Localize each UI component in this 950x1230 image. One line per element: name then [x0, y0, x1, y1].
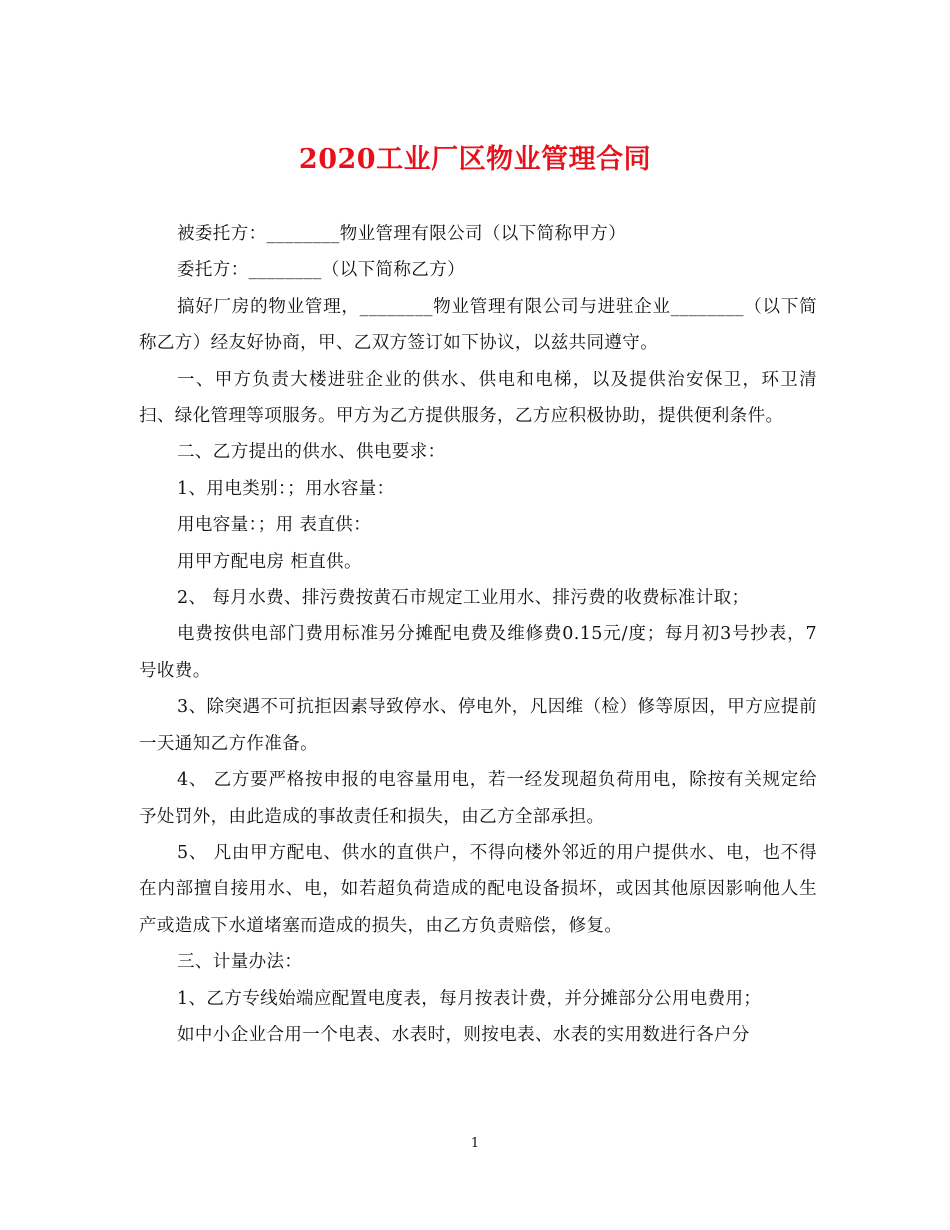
paragraph: 电费按供电部门费用标准另分摊配电费及维修费0.15元/度；每月初3号抄表，7号收费。 — [139, 624, 817, 681]
paragraph: 用甲方配电房 柜直供。 — [177, 551, 362, 572]
paragraph: 4、 乙方要严格按申报的电容量用电，若一经发现超负荷用电，除按有关规定给予处罚外，由此造成的事故责任和损失，由乙方全部承担。 — [139, 770, 817, 827]
paragraph: 二、乙方提出的供水、供电要求： — [177, 442, 446, 463]
document-title: 2020工业厂区物业管理合同 — [298, 144, 652, 175]
paragraph: 1、乙方专线始端应配置电度表，每月按表计费，并分摊部分公用电费用； — [177, 988, 762, 1009]
paragraph: 用电容量：；用 表直供： — [177, 515, 372, 536]
paragraph: 3、除突遇不可抗拒因素导致停水、停电外，凡因维（检）修等原因，甲方应提前一天通知乙方作准备。 — [139, 697, 817, 754]
paragraph: 如中小企业合用一个电表、水表时，则按电表、水表的实用数进行各户分 — [177, 1024, 750, 1045]
paragraph: 被委托方：________物业管理有限公司（以下简称甲方） — [177, 224, 627, 244]
paragraph: 委托方：________（以下简称乙方） — [177, 260, 465, 281]
paragraph: 2、 每月水费、排污费按黄石市规定工业用水、排污费的收费标准计取； — [177, 588, 750, 609]
paragraph: 1、用电类别：；用水容量： — [177, 478, 395, 499]
paragraph: 三、计量办法： — [177, 952, 303, 973]
paragraph: 5、 凡由甲方配电、供水的直供户，不得向楼外邻近的用户提供水、电，也不得在内部擅自接用水、电，如若超负荷造成的配电设备损坏，或因其他原因影响他人生产或造成下水道堵塞而造成的损失，由乙方负责赔偿，修复。 — [139, 842, 817, 936]
paragraph: 搞好厂房的物业管理，________物业管理有限公司与进驻企业________（以下简称乙方）经友好协商，甲、乙双方签订如下协议，以兹共同遵守。 — [139, 296, 817, 354]
page-number: 1 — [470, 1136, 480, 1151]
paragraph: 一、甲方负责大楼进驻企业的供水、供电和电梯，以及提供治安保卫，环卫清扫、绿化管理等项服务。甲方为乙方提供服务，乙方应积极协助，提供便利条件。 — [139, 369, 817, 427]
document-body — [139, 216, 817, 1053]
